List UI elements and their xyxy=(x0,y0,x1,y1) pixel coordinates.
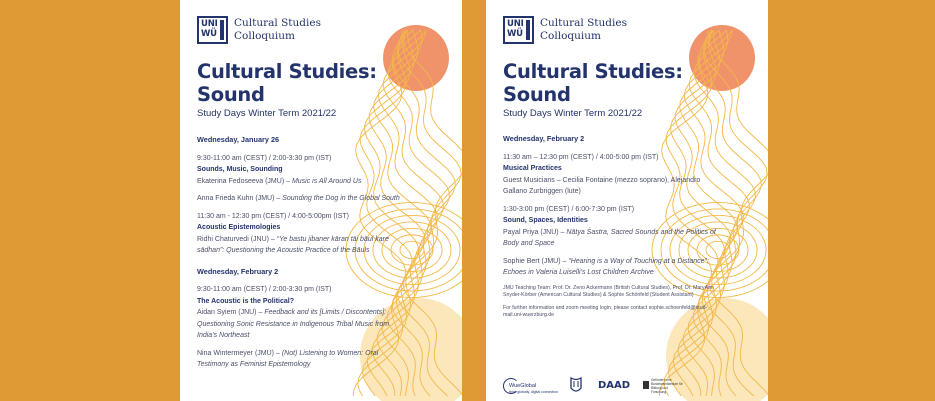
session-time: 1:30-3:00 pm (CEST) / 6:00-7:30 pm (IST) xyxy=(503,205,635,213)
talk: Anna Frieda Kuhn (JMU) – Sounding the Dog in the Global South xyxy=(197,195,400,202)
subtitle: Study Days Winter Term 2021/22 xyxy=(197,108,337,119)
talk: Nina Wintermeyer (JMU) – (Not) Listening to Women: Oral Testimony as Feminist Epistemology xyxy=(197,349,379,368)
session-time: 11:30 am – 12:30 pm (CEST) / 4:00-5:00 pm (IST) xyxy=(503,153,659,161)
programme xyxy=(503,133,718,319)
jnu-emblem-icon xyxy=(569,376,583,394)
teaching-team: JMU Teaching Team: Prof. Dr. Zeno Ackermann (British Cultural Studies), Prof. Dr. MaryAnn Snyder-Körber (American Cultural Studies) & Sophie Schönfeld (Student Assistant) xyxy=(503,284,714,298)
colloquium-brand: Cultural Studies Colloquium xyxy=(540,17,627,42)
session-title: Acoustic Epistemologies xyxy=(197,224,281,231)
university-logo: UNI WÜ xyxy=(197,16,228,44)
university-logo: UNI WÜ xyxy=(503,16,534,44)
sponsor-logos: WueGlobal think globally, digital connection DAAD Gefördert vom Bundesministerium für Bildung und Forschung xyxy=(503,376,758,396)
talk: Guest Musicians – Cecilia Fontaine (mezzo soprano), Alejandro Gallano Zurbriggen (lute) xyxy=(503,176,701,195)
talk: Payal Priya (JNU) – Nātya Śastra, Sacred Sounds and the Politics of Body and Space xyxy=(503,228,716,247)
talk: Aidan Syiem (JNU) – Feedback and its [Limits / Discontents]: Questioning Sonic Resistance in Indigenous Tribal Music from India’s Northeast xyxy=(197,309,390,339)
page-title: Cultural Studies: Sound xyxy=(197,60,377,106)
session-title: Sounds, Music, Sounding xyxy=(197,166,283,173)
daad-logo: DAAD xyxy=(598,380,631,391)
contact-info: For further information and zoom meeting login, please contact sophie.schoenfeld@stud-mail.uni-wuerzburg.de xyxy=(503,304,708,318)
page-title: Cultural Studies: Sound xyxy=(503,60,683,106)
poster-february xyxy=(486,0,768,401)
day-heading: Wednesday, February 2 xyxy=(197,266,279,276)
bmbf-logo: Gefördert vom Bundesministerium für Bildung und Forschung xyxy=(643,376,683,396)
talk: Sophie Bert (JMU) – “Hearing is a Way of Touching at a Distance”: Echoes in Valeria Luiselli’s Lost Children Archive xyxy=(503,257,709,276)
subtitle: Study Days Winter Term 2021/22 xyxy=(503,108,643,119)
session-title: Sound, Spaces, Identities xyxy=(503,217,588,224)
colloquium-brand: Cultural Studies Colloquium xyxy=(234,17,321,42)
session-title: Musical Practices xyxy=(503,165,562,172)
programme xyxy=(197,134,407,371)
day-heading: Wednesday, January 26 xyxy=(197,135,280,144)
session-time: 9:30-11:00 am (CEST) / 2:00-3:30 pm (IST) xyxy=(197,154,332,162)
day-heading: Wednesday, February 2 xyxy=(503,134,585,143)
talk: Ridhi Chaturvedi (JNU) – “Ye bastu jibaner kāran tāi bāul kare sādhan”: Questioning the Acoustic Practice of the Bāuls xyxy=(197,235,389,254)
session-time: 9:30-11:00 am (CEST) / 2:00-3:30 pm (IST) xyxy=(197,286,332,293)
talk: Ekaterina Fedoseeva (JMU) – Music is All Around Us xyxy=(197,177,362,185)
poster-january xyxy=(180,0,462,401)
session-time: 11:30 am - 12:30 pm (CEST) / 4:00-5:00pm (IST) xyxy=(197,212,349,220)
session-title: The Acoustic is the Political? xyxy=(197,297,294,305)
